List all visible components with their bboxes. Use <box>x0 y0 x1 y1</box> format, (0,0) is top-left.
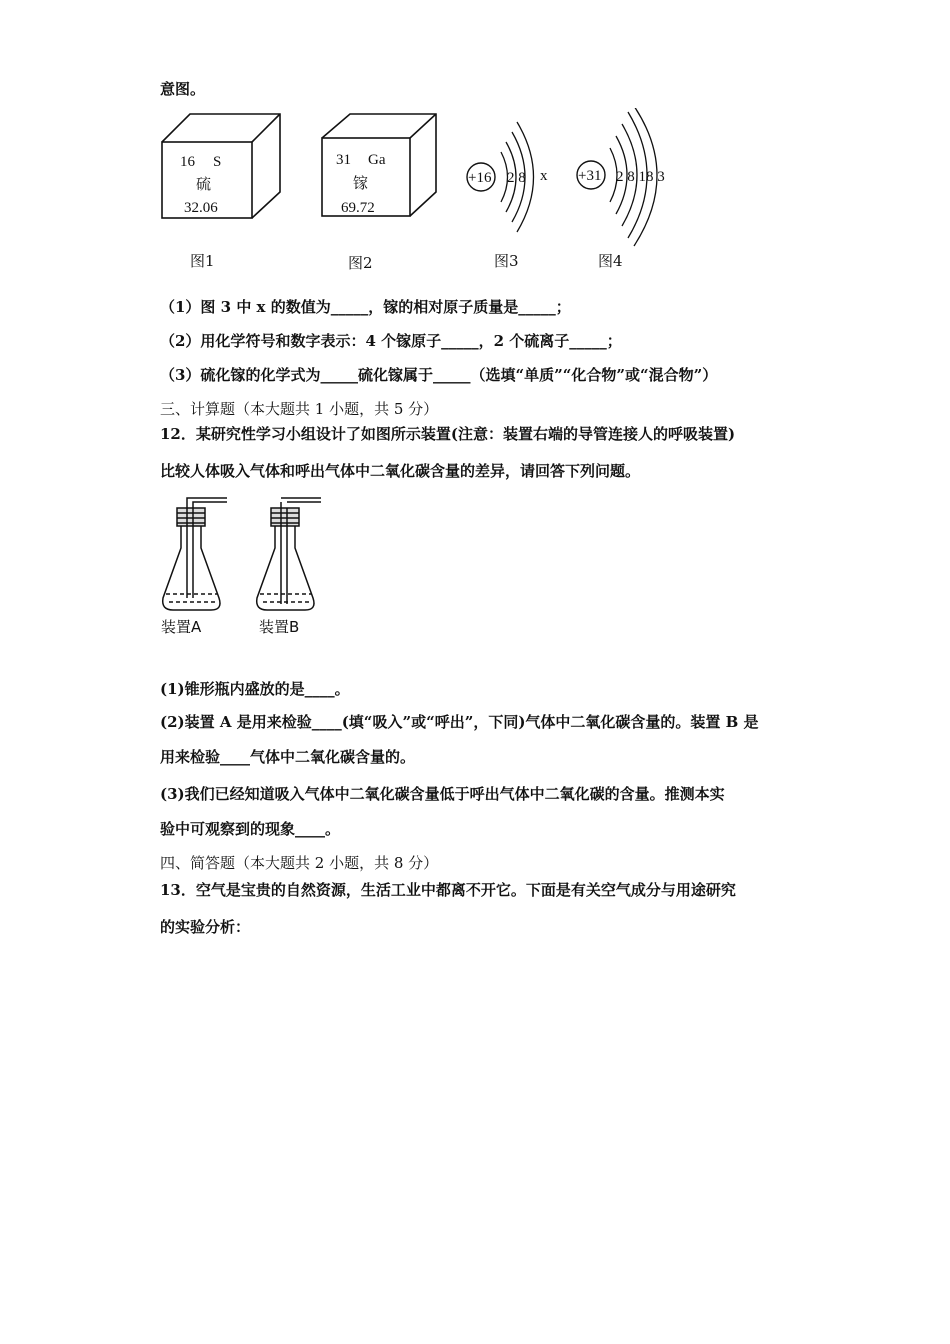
q11-part3: （3）硫化镓的化学式为_____硫化镓属于_____（选填“单质”“化合物”或“混合物”） <box>160 366 718 384</box>
sulfur-shells: 2 8 <box>507 170 526 186</box>
section-4-title: 四、简答题（本大题共 2 小题，共 8 分） <box>160 854 439 872</box>
q12-part2-line1: (2)装置 A 是用来检验____(填“吸入”或“呼出”，下同)气体中二氧化碳含量的。装置 B 是 <box>160 713 759 731</box>
q12-part1: (1)锥形瓶内盛放的是____。 <box>160 680 350 698</box>
apparatus-diagram <box>155 494 335 642</box>
figure-2-label: 图2 <box>348 254 373 272</box>
section-3-title: 三、计算题（本大题共 1 小题，共 5 分） <box>160 400 439 418</box>
q12-line1: 12．某研究性学习小组设计了如图所示装置(注意：装置右端的导管连接人的呼吸装置) <box>160 425 736 443</box>
gallium-mass: 69.72 <box>341 200 375 216</box>
flask-a <box>163 498 227 610</box>
gallium-shells: 2 8 18 3 <box>616 169 665 185</box>
sulfur-symbol: S <box>213 154 222 170</box>
sulfur-name: 硫 <box>196 177 212 193</box>
gallium-nucleus: +31 <box>578 168 602 184</box>
flask-b <box>257 498 321 610</box>
gallium-symbol: Ga <box>368 152 386 168</box>
q11-part2: （2）用化学符号和数字表示：4 个镓原子_____，2 个硫离子_____； <box>160 332 622 350</box>
q12-part3-line1: (3)我们已经知道吸入气体中二氧化碳含量低于呼出气体中二氧化碳的含量。推测本实 <box>160 785 725 803</box>
q12-part2-line2: 用来检验____气体中二氧化碳含量的。 <box>160 748 416 766</box>
sulfur-mass: 32.06 <box>184 200 218 216</box>
sulfur-number: 16 <box>180 154 195 170</box>
q12-part3-line2: 验中可观察到的现象____。 <box>160 820 341 838</box>
q11-part1: （1）图 3 中 x 的数值为_____，镓的相对原子质量是_____； <box>160 298 571 316</box>
q13-line2: 的实验分析： <box>160 918 251 936</box>
atom-figures <box>150 108 710 278</box>
q13-line1: 13．空气是宝贵的自然资源，生活工业中都离不开它。下面是有关空气成分与用途研究 <box>160 881 736 899</box>
gallium-name: 镓 <box>353 176 369 192</box>
intro-tail: 意图。 <box>160 80 206 98</box>
apparatus-a-label: 装置A <box>161 618 202 636</box>
gallium-number: 31 <box>336 152 351 168</box>
sulfur-unknown-x: x <box>540 168 548 184</box>
figure-3-label: 图3 <box>494 252 519 270</box>
q12-line2: 比较人体吸入气体和呼出气体中二氧化碳含量的差异，请回答下列问题。 <box>160 462 641 480</box>
figure-4-label: 图4 <box>598 252 623 270</box>
figure-1-label: 图1 <box>190 252 215 270</box>
apparatus-b-label: 装置B <box>259 618 300 636</box>
sulfur-nucleus: +16 <box>468 170 492 186</box>
